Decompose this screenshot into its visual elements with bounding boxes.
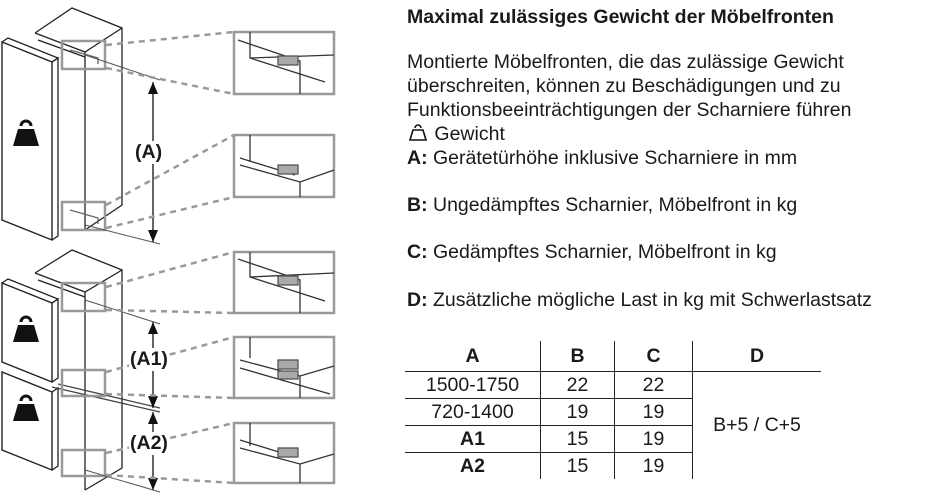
- legend-c-text: Gedämpftes Scharnier, Möbelfront in kg: [433, 241, 777, 263]
- table-cell: 15: [541, 426, 615, 453]
- legend-c: [407, 240, 777, 264]
- legend-a: [407, 146, 797, 170]
- table-cell: 22: [541, 372, 615, 399]
- table-header-b: B: [541, 341, 615, 372]
- legend-c-key: C:: [407, 241, 428, 263]
- table-cell: 720-1400: [405, 399, 541, 426]
- hinge-detail-boxes: [234, 32, 334, 483]
- legend-weight: [407, 122, 505, 146]
- dimension-label-a2: (A2): [130, 432, 168, 454]
- table-cell: 19: [615, 426, 693, 453]
- legend-d-key: D:: [407, 289, 428, 311]
- legend-a-text: Gerätetürhöhe inklusive Scharniere in mm: [433, 147, 798, 169]
- legend-b-key: B:: [407, 194, 428, 216]
- legend-weight-label: Gewicht: [434, 123, 505, 145]
- table-header-row: [405, 341, 821, 372]
- table-cell: 15: [541, 453, 615, 480]
- table-header-c: C: [615, 341, 693, 372]
- dimension-label-a1: (A1): [130, 348, 168, 370]
- table-cell: A2: [405, 453, 541, 480]
- appliance-illustration: [0, 0, 400, 496]
- table-cell: 1500-1750: [425, 373, 520, 396]
- description-line-1: Montierte Möbelfronten, die das zulässige Gewicht: [407, 51, 844, 73]
- legend-a-key: A:: [407, 147, 428, 169]
- description-line-3: Funktionsbeeinträchtigungen der Scharniere führen: [407, 99, 852, 121]
- table-cell: 22: [615, 372, 693, 399]
- upper-appliance: [2, 8, 160, 244]
- weight-table: [405, 341, 821, 479]
- dimension-label-a: (A): [135, 141, 163, 163]
- legend-b-text: Ungedämpftes Scharnier, Möbelfront in kg: [433, 194, 798, 216]
- legend-b: [407, 193, 797, 217]
- page-title: Maximal zulässiges Gewicht der Möbelfronten: [407, 6, 834, 28]
- table-cell: 19: [541, 399, 615, 426]
- table-cell: 19: [615, 399, 693, 426]
- table-cell-d: B+5 / C+5: [693, 372, 822, 480]
- description-line-2: überschreiten, können zu Beschädigungen und zu: [407, 75, 841, 97]
- table-header-a: A: [405, 341, 541, 372]
- legend-d-text: Zusätzliche mögliche Last in kg mit Schwerlastsatz: [433, 289, 872, 311]
- detail-connectors: [106, 32, 234, 483]
- table-row: [405, 372, 821, 399]
- table-cell: 19: [615, 453, 693, 480]
- lower-appliance: [2, 250, 160, 492]
- weight-icon: [407, 123, 429, 143]
- table-cell: A1: [405, 426, 541, 453]
- legend-d: [407, 288, 872, 312]
- table-header-d: D: [693, 341, 822, 372]
